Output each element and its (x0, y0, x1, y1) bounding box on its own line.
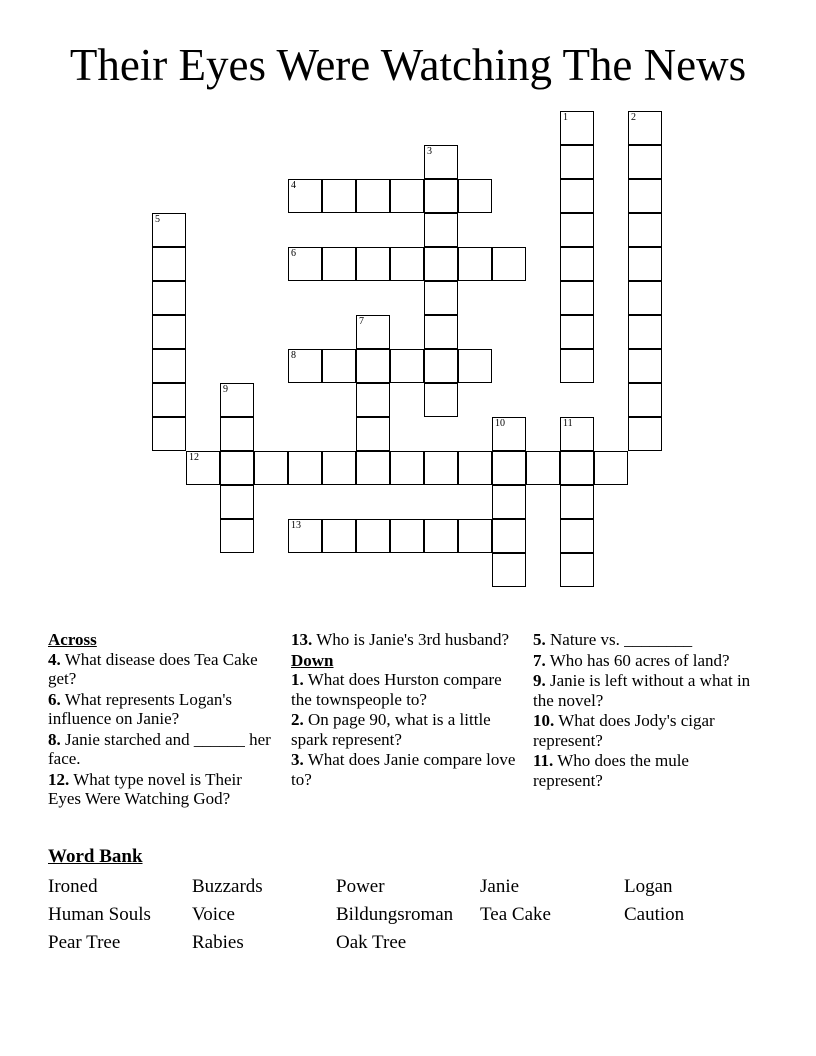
clue-item (291, 630, 521, 650)
grid-cell[interactable] (492, 553, 526, 587)
grid-cell[interactable] (356, 417, 390, 451)
word-bank-item: Ironed (48, 876, 98, 897)
clue-number: 1. (291, 670, 304, 689)
grid-cell[interactable] (628, 179, 662, 213)
grid-cell[interactable] (594, 451, 628, 485)
clues-column-2 (291, 630, 521, 790)
grid-cell[interactable] (356, 247, 390, 281)
across-heading: Across (48, 630, 97, 649)
clue-item (533, 671, 763, 710)
grid-cell[interactable] (560, 111, 594, 145)
grid-cell[interactable] (356, 349, 390, 383)
grid-cell[interactable] (390, 451, 424, 485)
word-bank-item: Power (336, 876, 385, 897)
clue-text: On page 90, what is a little spark represent? (291, 710, 491, 749)
clue-number: 10 (495, 418, 505, 429)
clue-text: Who is Janie's 3rd husband? (316, 630, 510, 649)
word-bank-item: Human Souls (48, 904, 151, 925)
grid-cell[interactable] (628, 315, 662, 349)
grid-cell[interactable] (492, 451, 526, 485)
grid-cell[interactable] (424, 281, 458, 315)
grid-cell[interactable] (424, 315, 458, 349)
grid-cell[interactable] (288, 451, 322, 485)
clue-item (48, 770, 278, 809)
grid-cell[interactable] (424, 247, 458, 281)
grid-cell[interactable] (560, 247, 594, 281)
grid-cell[interactable] (628, 383, 662, 417)
word-bank-item: Rabies (192, 932, 244, 953)
grid-cell[interactable] (424, 451, 458, 485)
clue-number: 11. (533, 751, 554, 770)
clue-text: Janie is left without a what in the novel? (533, 671, 751, 710)
grid-cell[interactable] (356, 179, 390, 213)
grid-cell[interactable] (152, 349, 186, 383)
grid-cell[interactable] (560, 213, 594, 247)
clue-number: 2 (631, 112, 636, 123)
grid-cell[interactable] (152, 315, 186, 349)
grid-cell[interactable] (560, 519, 594, 553)
grid-cell[interactable] (356, 519, 390, 553)
grid-cell[interactable] (288, 247, 322, 281)
grid-cell[interactable] (526, 451, 560, 485)
clue-text: What type novel is Their Eyes Were Watching God? (48, 769, 242, 808)
grid-cell[interactable] (186, 451, 220, 485)
grid-cell[interactable] (458, 519, 492, 553)
grid-cell[interactable] (390, 349, 424, 383)
grid-cell[interactable] (152, 247, 186, 281)
grid-cell[interactable] (322, 451, 356, 485)
grid-cell[interactable] (492, 519, 526, 553)
grid-cell[interactable] (288, 179, 322, 213)
clue-number: 12 (189, 452, 199, 463)
grid-cell[interactable] (560, 553, 594, 587)
grid-cell[interactable] (220, 383, 254, 417)
clue-number: 2. (291, 710, 304, 729)
clue-text: Who does the mule represent? (533, 751, 689, 790)
clue-number: 8. (48, 729, 61, 749)
grid-cell[interactable] (560, 349, 594, 383)
grid-cell[interactable] (356, 383, 390, 417)
grid-cell[interactable] (424, 349, 458, 383)
grid-cell[interactable] (356, 315, 390, 349)
down-heading: Down (291, 650, 334, 670)
grid-cell[interactable] (322, 247, 356, 281)
grid-cell[interactable] (492, 247, 526, 281)
clue-number: 5 (155, 214, 160, 225)
clue-number: 12. (48, 769, 70, 789)
clue-number: 10. (533, 711, 555, 730)
word-bank-item: Logan (624, 876, 673, 897)
grid-cell[interactable] (220, 519, 254, 553)
clue-number: 8 (291, 350, 296, 361)
grid-cell[interactable] (322, 349, 356, 383)
grid-cell[interactable] (220, 451, 254, 485)
grid-cell[interactable] (492, 485, 526, 519)
grid-cell[interactable] (288, 519, 322, 553)
grid-cell[interactable] (424, 145, 458, 179)
clue-number: 13 (291, 520, 301, 531)
grid-cell[interactable] (458, 451, 492, 485)
grid-cell[interactable] (458, 349, 492, 383)
clue-text: What represents Logan's influence on Janie? (48, 689, 233, 728)
clue-number: 13. (291, 630, 313, 649)
grid-cell[interactable] (152, 281, 186, 315)
clue-number: 6 (291, 248, 296, 259)
clue-number: 9 (223, 384, 228, 395)
grid-cell[interactable] (390, 179, 424, 213)
clues-column-3 (533, 630, 763, 791)
grid-cell[interactable] (288, 349, 322, 383)
grid-cell[interactable] (390, 247, 424, 281)
word-bank-item: Janie (480, 876, 520, 897)
grid-cell[interactable] (560, 145, 594, 179)
clue-item (291, 670, 521, 709)
grid-cell[interactable] (628, 145, 662, 179)
clue-text: Janie starched and ______ her face. (48, 729, 271, 768)
grid-cell[interactable] (254, 451, 288, 485)
word-bank-item: Bildungsroman (336, 904, 454, 925)
grid-cell[interactable] (458, 179, 492, 213)
clue-number: 6. (48, 689, 61, 709)
word-bank-item: Voice (192, 904, 235, 925)
clue-item (533, 751, 763, 790)
grid-cell[interactable] (628, 349, 662, 383)
clue-number: 3. (291, 750, 304, 769)
clue-item (291, 750, 521, 789)
word-bank-item: Pear Tree (48, 932, 121, 953)
word-bank-item: Caution (624, 904, 685, 925)
word-bank-item: Buzzards (192, 876, 263, 897)
word-bank-heading: Word Bank (48, 846, 143, 867)
clue-number: 9. (533, 671, 546, 690)
grid-cell[interactable] (152, 383, 186, 417)
clue-text: What disease does Tea Cake get? (48, 649, 258, 688)
clue-text: Nature vs. ________ (550, 630, 693, 649)
grid-cell[interactable] (322, 179, 356, 213)
grid-cell[interactable] (424, 213, 458, 247)
grid-cell[interactable] (424, 179, 458, 213)
grid-cell[interactable] (220, 417, 254, 451)
grid-cell[interactable] (152, 417, 186, 451)
grid-cell[interactable] (356, 451, 390, 485)
clue-number: 1 (563, 112, 568, 123)
clue-item (533, 711, 763, 750)
clue-number: 4 (291, 180, 296, 191)
grid-cell[interactable] (628, 213, 662, 247)
grid-cell[interactable] (560, 281, 594, 315)
clue-number: 7 (359, 316, 364, 327)
clue-number: 4. (48, 649, 61, 669)
clue-item (48, 690, 278, 729)
grid-cell[interactable] (628, 247, 662, 281)
grid-cell[interactable] (628, 281, 662, 315)
grid-cell[interactable] (560, 179, 594, 213)
grid-cell[interactable] (220, 485, 254, 519)
word-bank-item: Oak Tree (336, 932, 407, 953)
word-bank-item: Tea Cake (480, 904, 551, 925)
clue-text: What does Janie compare love to? (291, 750, 516, 789)
clue-number: 7. (533, 650, 546, 670)
clue-item (533, 651, 763, 671)
grid-cell[interactable] (424, 519, 458, 553)
clues-column-1 (48, 630, 278, 810)
clue-item (533, 630, 763, 650)
grid-cell[interactable] (492, 417, 526, 451)
grid-cell[interactable] (560, 451, 594, 485)
grid-cell[interactable] (560, 485, 594, 519)
page-title: Their Eyes Were Watching The News (69, 40, 747, 90)
grid-cell[interactable] (390, 519, 424, 553)
clue-item (48, 730, 278, 769)
grid-cell[interactable] (560, 315, 594, 349)
clue-item (291, 710, 521, 749)
clue-number: 3 (427, 146, 432, 157)
grid-cell[interactable] (152, 213, 186, 247)
clue-text: Who has 60 acres of land? (549, 650, 730, 670)
clue-text: What does Jody's cigar represent? (533, 711, 715, 750)
grid-cell[interactable] (628, 417, 662, 451)
clue-number: 11 (563, 418, 573, 429)
grid-cell[interactable] (560, 417, 594, 451)
clue-text: What does Hurston compare the townspeople to? (291, 670, 502, 709)
clue-item (48, 650, 278, 689)
grid-cell[interactable] (424, 383, 458, 417)
clue-number: 5. (533, 630, 546, 649)
grid-cell[interactable] (628, 111, 662, 145)
grid-cell[interactable] (322, 519, 356, 553)
grid-cell[interactable] (458, 247, 492, 281)
